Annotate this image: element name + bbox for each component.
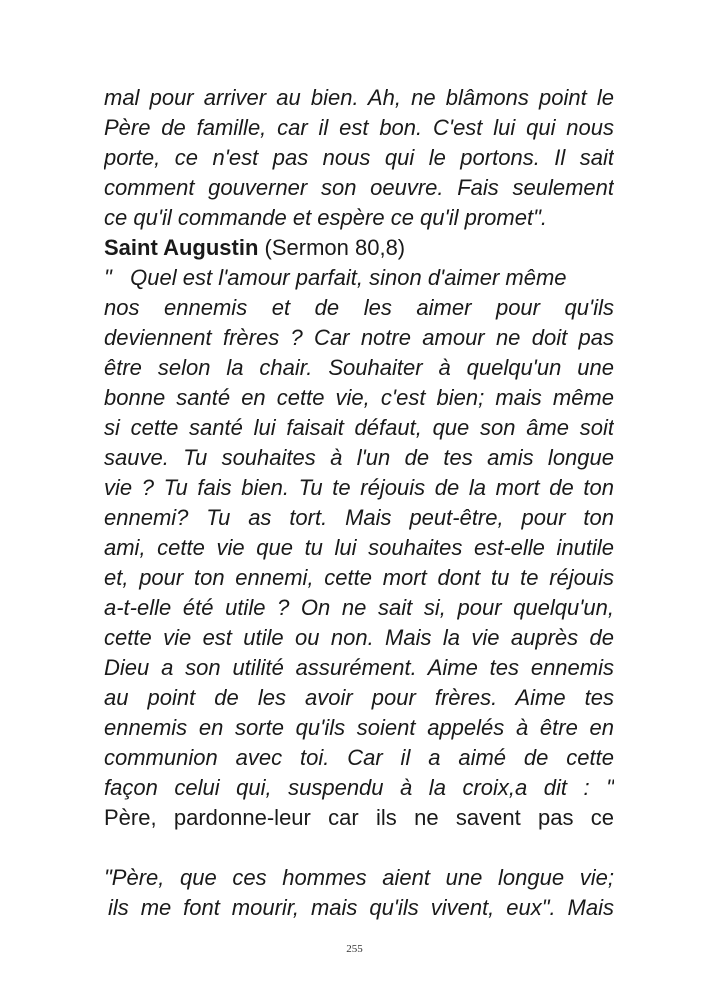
heading-author: Saint Augustin [104, 235, 259, 260]
text-line: comment gouverner son oeuvre. Fais seulement [104, 175, 614, 200]
text-line: ennemis en sorte qu'ils soient appelés à être en [104, 715, 614, 740]
text-line: ils me font mourir, mais qu'ils vivent, eux". Mais [108, 895, 614, 920]
text-line: Père de famille, car il est bon. C'est lui qui nous [104, 115, 614, 140]
text-line: façon celui qui, suspendu à la croix,a dit : " [104, 775, 614, 800]
page-number: 255 [346, 943, 363, 955]
text-line: porte, ce n'est pas nous qui le portons. Il sait [104, 145, 614, 170]
text-line: cette vie est utile ou non. Mais la vie auprès de [104, 625, 614, 650]
paragraph-sermon-quote [104, 263, 614, 923]
text-line: ce qu'il commande et espère ce qu'il promet". [104, 205, 547, 230]
text-line: sauve. Tu souhaites à l'un de tes amis longue [104, 445, 614, 470]
paragraph-quote-end [104, 83, 614, 233]
text-line: et, pour ton ennemi, cette mort dont tu te réjouis [104, 565, 614, 590]
text-line: "Père, que ces hommes aient une longue vie; [104, 865, 614, 890]
text-line: deviennent frères ? Car notre amour ne doit pas [104, 325, 614, 350]
text-line: ennemi? Tu as tort. Mais peut-être, pour ton [104, 505, 614, 530]
text-line: être selon la chair. Souhaiter à quelqu'un une [104, 355, 614, 380]
text-line: bonne santé en cette vie, c'est bien; mais même [104, 385, 614, 410]
section-heading [104, 233, 614, 263]
text-line: a-t-elle été utile ? On ne sait si, pour quelqu'un, [104, 595, 614, 620]
text-line: vie ? Tu fais bien. Tu te réjouis de la mort de ton [104, 475, 614, 500]
text-line: communion avec toi. Car il a aimé de cette [104, 745, 614, 770]
text-line: Dieu a son utilité assurément. Aime tes ennemis [104, 655, 614, 680]
heading-reference: (Sermon 80,8) [258, 235, 406, 260]
text-line: mal pour arriver au bien. Ah, ne blâmons point le [104, 85, 614, 110]
text-line: ami, cette vie que tu lui souhaites est-elle inutile [104, 535, 614, 560]
text-line: " Quel est l'amour parfait, sinon d'aimer même [104, 265, 567, 290]
text-line-mixed [104, 833, 614, 863]
text-line: au point de les avoir pour frères. Aime tes [104, 685, 614, 710]
text-line: Père, pardonne-leur car ils ne savent pas ce [104, 805, 614, 830]
page-body [104, 83, 614, 923]
text-line: nos ennemis et de les aimer pour qu'ils [104, 295, 614, 320]
text-line: si cette santé lui faisait défaut, que son âme soit [104, 415, 614, 440]
